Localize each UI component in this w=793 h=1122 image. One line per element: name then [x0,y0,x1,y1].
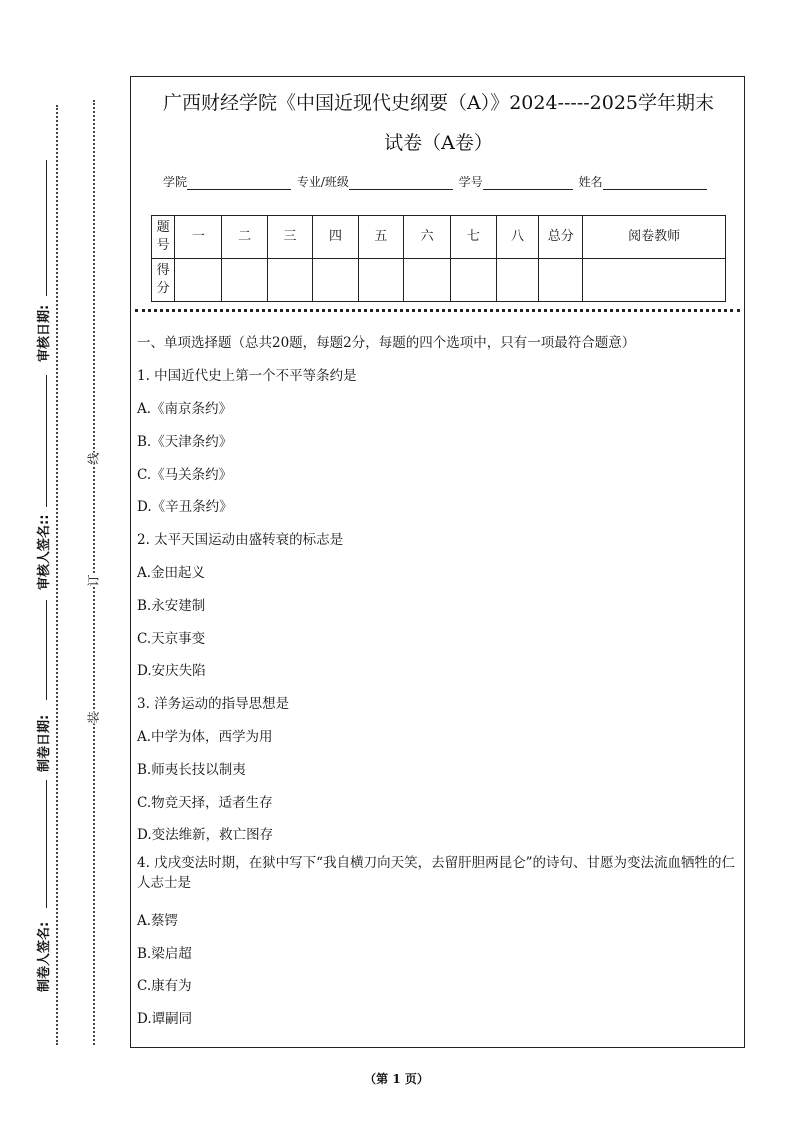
score-cell[interactable] [313,259,358,302]
question-1-option-b: B.《天津条约》 [137,434,233,450]
score-cell[interactable] [267,259,312,302]
question-2: 2. 太平天国运动由盛转衰的标志是 [137,532,344,548]
question-4-option-d: D.谭嗣同 [137,1011,193,1027]
col-header: 七 [451,216,496,259]
page-number: （第 1 页） [364,1072,429,1086]
margin-dotted-line-binding [93,100,95,1045]
row-label-score: 得分 [152,259,175,302]
question-3: 3. 洋务运动的指导思想是 [137,696,290,712]
col-header: 八 [496,216,539,259]
exam-frame [130,76,745,1048]
col-header-total: 总分 [539,216,583,259]
maker-sign-label: 制卷人签名: [37,921,52,992]
binding-mark-ding: 订 [86,574,101,587]
reviewer-sign-label: 审核人签名:: [37,514,52,590]
question-4-option-c: C.康有为 [137,978,192,994]
col-header: 六 [404,216,451,259]
score-table-header-row [152,216,726,259]
question-2-option-a: A.金田起义 [137,565,206,581]
question-3-option-a: A.中学为体，西学为用 [137,729,273,745]
col-header: 三 [267,216,312,259]
binding-mark-zhuang: 装 [86,711,101,724]
question-1-option-a: A.《南京条约》 [137,401,233,417]
binding-mark-xian: 线 [86,452,101,465]
margin-dotted-line-left [56,105,58,1045]
make-date-label: 制卷日期: [37,714,52,772]
reviewer-sign-line [46,375,47,507]
col-header: 一 [175,216,222,259]
score-cell[interactable] [496,259,539,302]
question-3-option-c: C.物竞天择，适者生存 [137,795,273,811]
college-field[interactable] [187,177,291,190]
section-heading: 一、单项选择题（总共20题，每题2分，每题的四个选项中，只有一项最符合题意） [137,335,636,351]
col-header: 四 [313,216,358,259]
name-field[interactable] [603,177,707,190]
student-id-label: 学号 [458,175,483,189]
question-2-option-c: C.天京事变 [137,631,206,647]
exam-title-line2: 试卷（A卷） [384,132,493,154]
question-4: 4. 戊戌变法时期，在狱中写下“我自横刀向天笑，去留肝胆两昆仑”的诗句、甘愿为变法流血牺牲的仁人志士是 [137,855,735,891]
header-separator [135,309,740,312]
col-header: 五 [358,216,403,259]
student-info-row [163,173,709,190]
question-4-option-a: A.蔡锷 [137,913,179,929]
question-3-option-b: B.师夷长技以制夷 [137,762,246,778]
student-id-field[interactable] [483,177,573,190]
name-label: 姓名 [578,175,603,189]
question-2-option-d: D.安庆失陷 [137,663,206,679]
col-header: 二 [222,216,267,259]
make-date-line [46,600,47,700]
college-label: 学院 [163,175,188,189]
question-4-option-b: B.梁启超 [137,946,192,962]
major-field[interactable] [349,177,453,190]
score-cell-total[interactable] [539,259,583,302]
score-table [151,215,726,302]
score-table-score-row [152,259,726,302]
review-date-label: 审核日期: [37,304,52,362]
major-label: 专业/班级 [296,175,349,189]
score-cell[interactable] [404,259,451,302]
exam-title-line1: 广西财经学院《中国近现代史纲要（A）》2024-----2025学年期末 [162,92,715,114]
review-date-line [46,160,47,296]
question-1-option-d: D.《辛丑条约》 [137,499,233,515]
col-header-grader: 阅卷教师 [583,216,726,259]
question-1-option-c: C.《马关条约》 [137,467,233,483]
question-1: 1. 中国近代史上第一个不平等条约是 [137,368,357,384]
maker-sign-line [46,780,47,908]
score-cell[interactable] [358,259,403,302]
score-cell[interactable] [451,259,496,302]
score-cell-grader[interactable] [583,259,726,302]
question-3-option-d: D.变法维新，救亡图存 [137,827,274,843]
row-label-question-no: 题号 [152,216,175,259]
score-cell[interactable] [222,259,267,302]
score-cell[interactable] [175,259,222,302]
question-2-option-b: B.永安建制 [137,598,206,614]
